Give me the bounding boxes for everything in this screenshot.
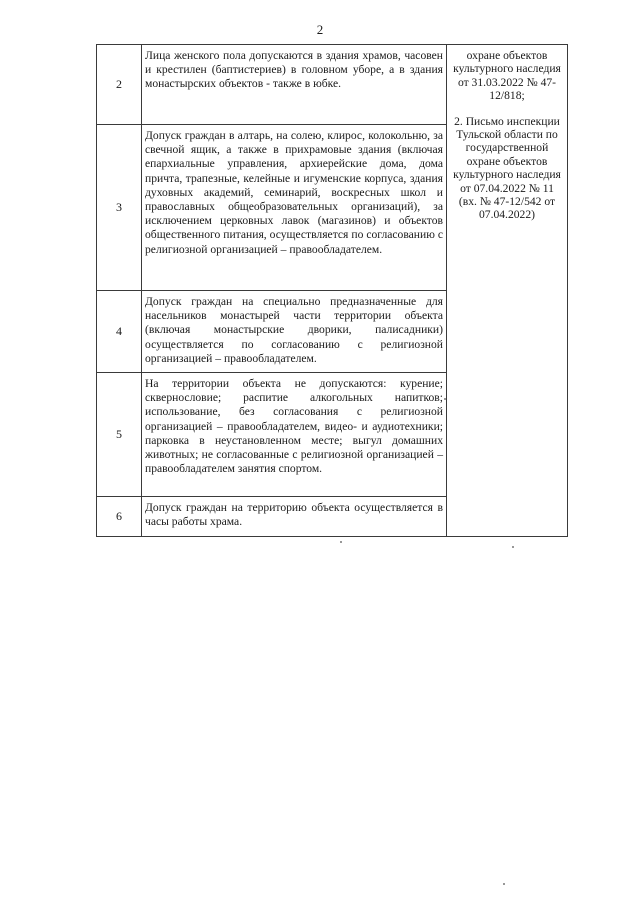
scan-speck: [503, 883, 505, 885]
row-number: 4: [97, 291, 142, 373]
scan-speck: [340, 541, 342, 543]
row-text-content: Лица женского пола допускаются в здания храмов, часовен и крестилен (баптистериев) в головном уборе, а в здания монастырских объектов - также в юбке.: [145, 49, 443, 91]
row-text-content: На территории объекта не допускаются: курение; сквернословие; распитие алкогольных напитков; использование, без согласования с религиозной организацией – правообладателем, видео- и аудиотехники; парковка в неустановленном месте; выгул домашних животных; не согласованные с религиозной организацией – правообладателем занятия спортом.: [145, 377, 443, 476]
row-text: [142, 373, 447, 497]
scan-speck: [444, 398, 446, 400]
row-number: 3: [97, 125, 142, 291]
row-text: [142, 45, 447, 125]
row-number: 2: [97, 45, 142, 125]
row-text: [142, 291, 447, 373]
scan-speck: [512, 546, 514, 548]
source-cell: [447, 45, 568, 537]
row-text-content: Допуск граждан в алтарь, на солею, клирос, колокольню, за свечной ящик, а также в прихрамовые здания (включая епархиальные управления, архиерейские дома, дома причта, трапезные, келейные и игуменские корпуса, здания духовных академий, семинарий, воскресных школ и православных общеобразовательных организаций), за исключением церковных лавок (магазинов) и объектов общественного питания, осуществляется по согласованию с религиозной организацией – правообладателем.: [145, 129, 443, 256]
row-number: 6: [97, 497, 142, 537]
row-text: [142, 497, 447, 537]
source-part-2: 2. Письмо инспекции Тульской области по государственной охране объектов культурного наследия от 07.04.2022 № 11 (вх. № 47-12/542 от 07.04.2022): [453, 114, 561, 222]
regulations-table: [96, 44, 568, 537]
row-text-content: Допуск граждан на территорию объекта осуществляется в часы работы храма.: [145, 501, 443, 529]
row-number: 5: [97, 373, 142, 497]
row-text-content: Допуск граждан на специально предназначенные для насельников монастырей части территории объекта (включая монастырские дворики, палисадники) осуществляется по согласованию с религиозной организацией – правообладателем.: [145, 295, 443, 365]
source-part-1: охране объектов культурного наследия от 31.03.2022 № 47-12/818;: [453, 49, 561, 103]
page-number: 2: [316, 22, 324, 37]
table-row: [97, 45, 568, 125]
row-text: [142, 125, 447, 291]
